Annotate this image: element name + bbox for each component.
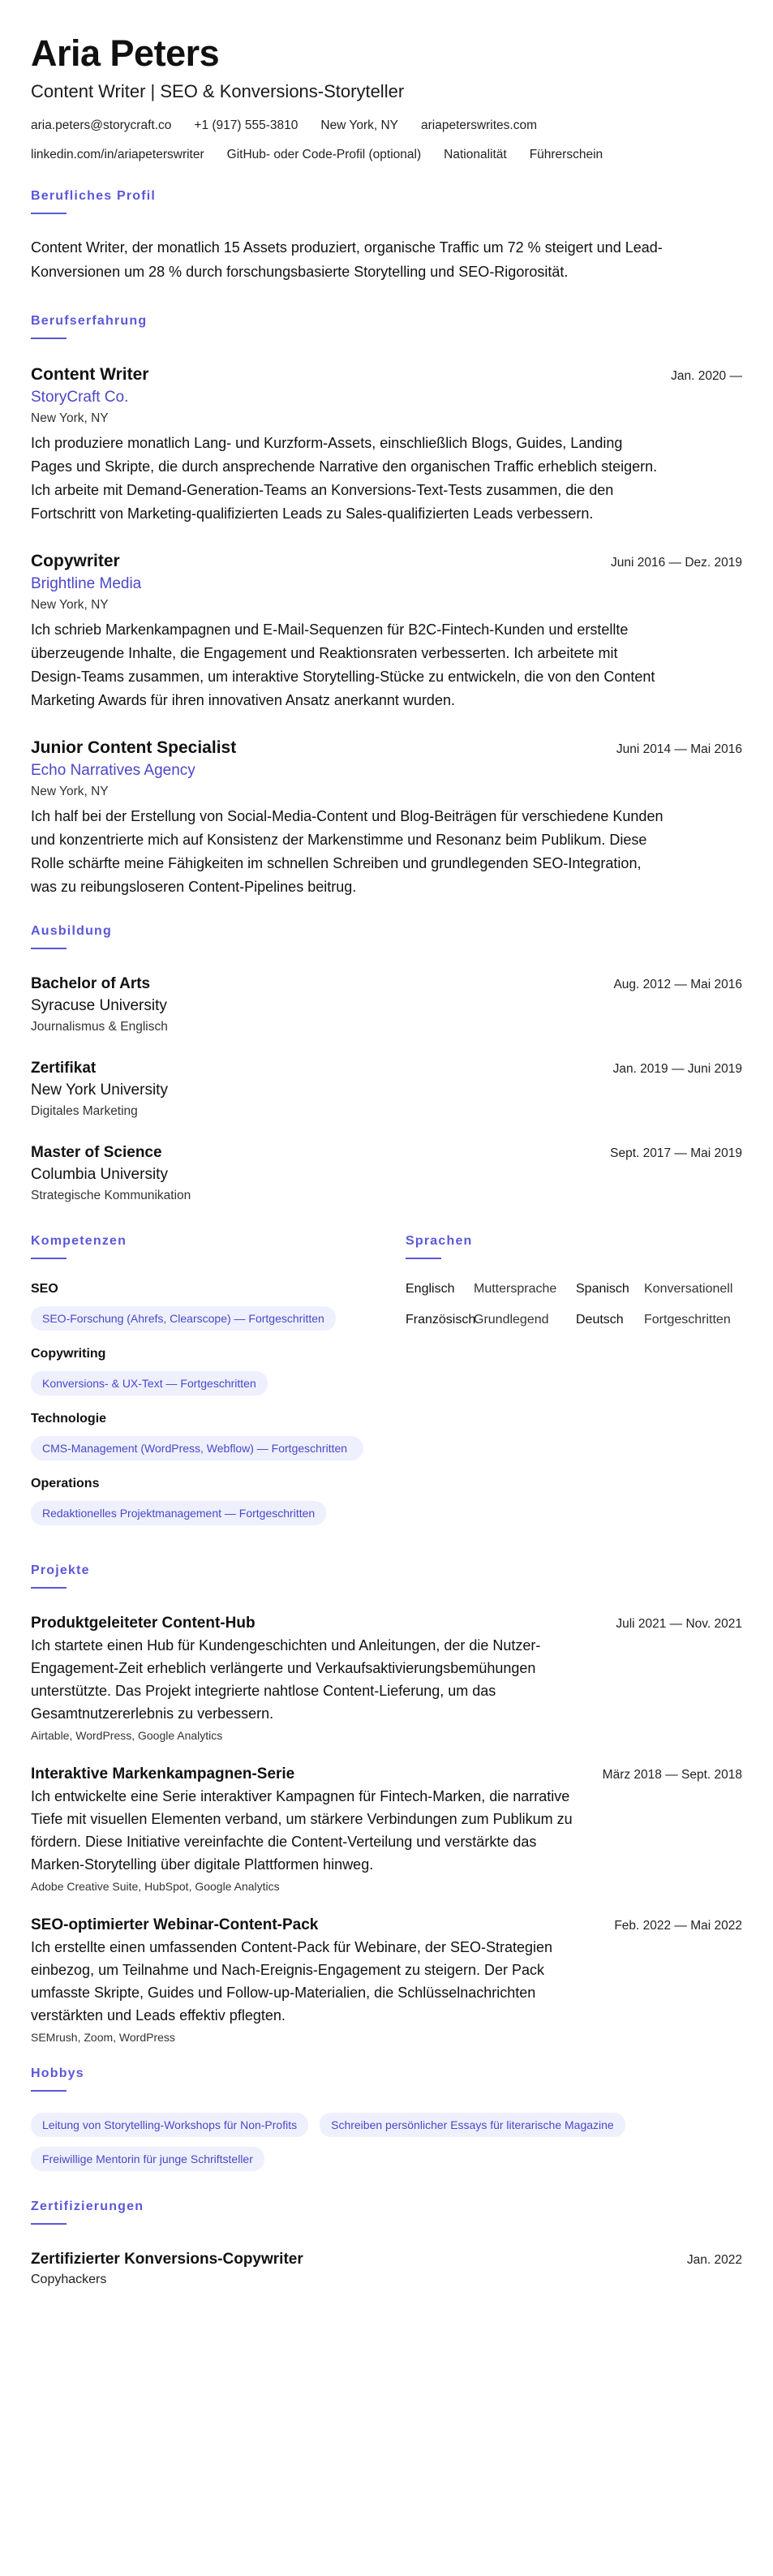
job-location: New York, NY [31,785,109,798]
hobbies-section [31,2066,742,2171]
school-name: Syracuse University [31,997,167,1014]
project-entry [31,1613,742,1744]
section-title: Projekte [31,1563,90,1577]
resume-header [31,32,742,164]
education-dates: Sept. 2017 — Mai 2019 [610,1146,742,1160]
company-name: Echo Narratives Agency [31,762,195,779]
education-entry [31,974,742,1037]
project-tools: Adobe Creative Suite, HubSpot, Google Analytics [31,1880,280,1893]
job-dates: Juni 2014 — Mai 2016 [616,742,742,756]
section-divider [406,1258,441,1259]
certification-issuer: Copyhackers [31,2273,107,2286]
project-name: SEO-optimierter Webinar-Content-Pack [31,1916,319,1933]
contact-info [31,117,742,164]
section-title: Zertifizierungen [31,2200,144,2213]
section-divider [31,1258,67,1259]
skills-languages-row [31,1233,742,1540]
education-dates: Aug. 2012 — Mai 2016 [613,978,742,991]
skill-chip: Konversions- & UX-Text — Fortgeschritten [31,1371,268,1396]
job-description: Ich schrieb Markenkampagnen und E-Mail-Sequenzen für B2C-Fintech-Kunden und erstellte überzeugende Inhalte, die Engagement und Reaktionsraten verbesserten. Ich arbeitete mit Design-Teams zusammen, um interaktive Storytelling-Stücke zu entwickeln, die von den Content Marketing Awards für ihren innovativen Ansatz anerkannt wurden. [31,621,655,708]
skill-group [31,1410,375,1460]
skill-group [31,1280,375,1331]
skill-category: Technologie [31,1412,107,1426]
email-link[interactable]: aria.peters@storycraft.co [31,118,172,132]
education-dates: Jan. 2019 — Juni 2019 [612,1062,742,1076]
languages-list [406,1280,742,1329]
company-name: StoryCraft Co. [31,389,129,406]
project-description: Ich erstellte einen umfassenden Content-Pack für Webinare, der SEO-Strategien einbezog, um Teilnahme und Nach-Ereignis-Engagement zu steigern. Der Pack umfasste Skripte, Guides und Follow-up-Materialien, die Schlüsselnachrichten verstärkten und Leads effektiv pflegten. [31,1939,553,2023]
field-of-study: Journalismus & Englisch [31,1020,168,1034]
experience-section [31,313,742,899]
hobbies-list [31,2113,728,2171]
language-level: Konversationell [644,1282,733,1296]
job-title: Copywriter [31,552,120,570]
school-name: Columbia University [31,1166,168,1183]
experience-entry [31,363,742,526]
candidate-headline: Content Writer | SEO & Konversions-Storyteller [31,81,405,101]
section-title: Ausbildung [31,924,112,938]
github-profile: GitHub- oder Code-Profil (optional) [226,148,422,161]
project-tools: Airtable, WordPress, Google Analytics [31,1729,223,1742]
education-section [31,923,742,1206]
language-level: Muttersprache [474,1282,557,1296]
project-dates: Juli 2021 — Nov. 2021 [616,1617,742,1631]
section-divider [31,1587,67,1589]
project-description: Ich entwickelte eine Serie interaktiver Kampagnen für Fintech-Marken, die narrative Tiefe mit visuellen Elementen verband, um stärkere Verbindungen zum Publikum zu fördern. Diese Initiative vereinfachte die Content-Verteilung und verstärkte das Marken-Storytelling über digitale Plattformen hinweg. [31,1788,573,1873]
section-title: Kompetenzen [31,1234,127,1248]
hobby-chip: Leitung von Storytelling-Workshops für Non-Profits [31,2113,308,2137]
project-name: Produktgeleiteter Content-Hub [31,1615,256,1632]
linkedin-link[interactable]: linkedin.com/in/ariapeterswriter [31,148,204,161]
job-description: Ich produziere monatlich Lang- und Kurzform-Assets, einschließlich Blogs, Guides, Landing Pages und Skripte, die durch ansprechende Narrative den organischen Traffic erheblich steigern. Ich arbeite mit Demand-Generation-Teams an Konversions-Text-Tests zusammen, die den Fortschritt von Marketing-qualifizierten Leads zu Sales-qualifizierten Leads verbessern. [31,435,658,522]
skill-chip: SEO-Forschung (Ahrefs, Clearscope) — Fortgeschritten [31,1306,336,1331]
skill-chip: CMS-Management (WordPress, Webflow) — Fortgeschritten [31,1436,363,1460]
company-name: Brightline Media [31,575,142,592]
degree: Zertifikat [31,1060,97,1077]
website-link[interactable]: ariapeterswrites.com [421,118,538,132]
section-divider [31,213,67,214]
language-name: Spanisch [576,1282,629,1296]
education-entry [31,1142,742,1206]
languages-section [406,1233,742,1540]
school-name: New York University [31,1082,168,1099]
hobby-chip: Freiwillige Mentorin für junge Schriftsteller [31,2147,264,2171]
section-title: Hobbys [31,2066,84,2080]
degree: Master of Science [31,1144,162,1161]
language-level: Grundlegend [474,1313,549,1327]
skill-group [31,1345,375,1396]
experience-entry [31,550,742,712]
language-name: Französisch [406,1313,476,1327]
project-tools: SEMrush, Zoom, WordPress [31,2031,175,2044]
project-dates: März 2018 — Sept. 2018 [602,1768,742,1782]
phone-number: +1 (917) 555-3810 [194,118,298,132]
profile-summary: Content Writer, der monatlich 15 Assets produziert, organische Traffic um 72 % steigert und Lead-Konversionen um 28 % durch forschungsbasierte Storytelling und SEO-Rigorosität. [31,239,663,280]
section-title: Berufserfahrung [31,314,148,328]
project-dates: Feb. 2022 — Mai 2022 [614,1919,742,1933]
job-location: New York, NY [31,411,109,425]
project-entry [31,1915,742,2046]
section-divider [31,2090,67,2092]
project-name: Interaktive Markenkampagnen-Serie [31,1765,295,1783]
profile-section [31,188,742,284]
contact-row [31,117,742,135]
project-description: Ich startete einen Hub für Kundengeschichten und Anleitungen, der die Nutzer-Engagement-Zeit erheblich verlängerte und Verkaufsaktivierungsbemühungen unterstützte. Das Projekt integrierte nahtlose Content-Lieferung, um das Gesamtnutzererlebnis zu verbessern. [31,1637,541,1722]
section-title: Sprachen [406,1234,473,1248]
job-title: Junior Content Specialist [31,738,237,757]
contact-row [31,146,742,164]
nationality: Nationalität [444,148,507,161]
skill-group [31,1475,375,1525]
skills-section [31,1233,375,1540]
project-entry [31,1764,742,1895]
experience-entry [31,737,742,899]
certification-entry [31,2249,742,2290]
field-of-study: Strategische Kommunikation [31,1189,191,1202]
section-divider [31,948,67,949]
skill-category: Operations [31,1477,100,1490]
certifications-section [31,2199,742,2290]
field-of-study: Digitales Marketing [31,1104,138,1118]
skill-chip: Redaktionelles Projektmanagement — Fortgeschritten [31,1501,326,1525]
education-entry [31,1058,742,1121]
section-divider [31,2223,67,2225]
candidate-name: Aria Peters [31,32,220,74]
job-dates: Juni 2016 — Dez. 2019 [611,556,742,570]
language-name: Englisch [406,1282,455,1296]
section-title: Berufliches Profil [31,189,157,203]
drivers-license: Führerschein [529,148,603,161]
job-title: Content Writer [31,365,149,384]
job-description: Ich half bei der Erstellung von Social-Media-Content und Blog-Beiträgen für verschiedene Kunden und konzentrierte mich auf Konsistenz der Markenstimme und Resonanz beim Publikum. Diese Rolle schärfte meine Fähigkeiten im schnellen Schreiben und grundlegenden SEO-Integration, was zu reibungsloseren Content-Pipelines beitrug. [31,808,663,895]
location: New York, NY [320,118,399,132]
certification-name: Zertifizierter Konversions-Copywriter [31,2251,303,2268]
degree: Bachelor of Arts [31,975,151,992]
job-location: New York, NY [31,598,109,612]
certification-date: Jan. 2022 [686,2253,742,2267]
skill-category: Copywriting [31,1347,106,1361]
skill-category: SEO [31,1282,58,1296]
hobby-chip: Schreiben persönlicher Essays für literarische Magazine [320,2113,625,2137]
language-level: Fortgeschritten [644,1313,731,1327]
job-dates: Jan. 2020 — [671,369,742,383]
language-name: Deutsch [576,1313,624,1327]
projects-section [31,1563,742,2046]
section-divider [31,338,67,339]
